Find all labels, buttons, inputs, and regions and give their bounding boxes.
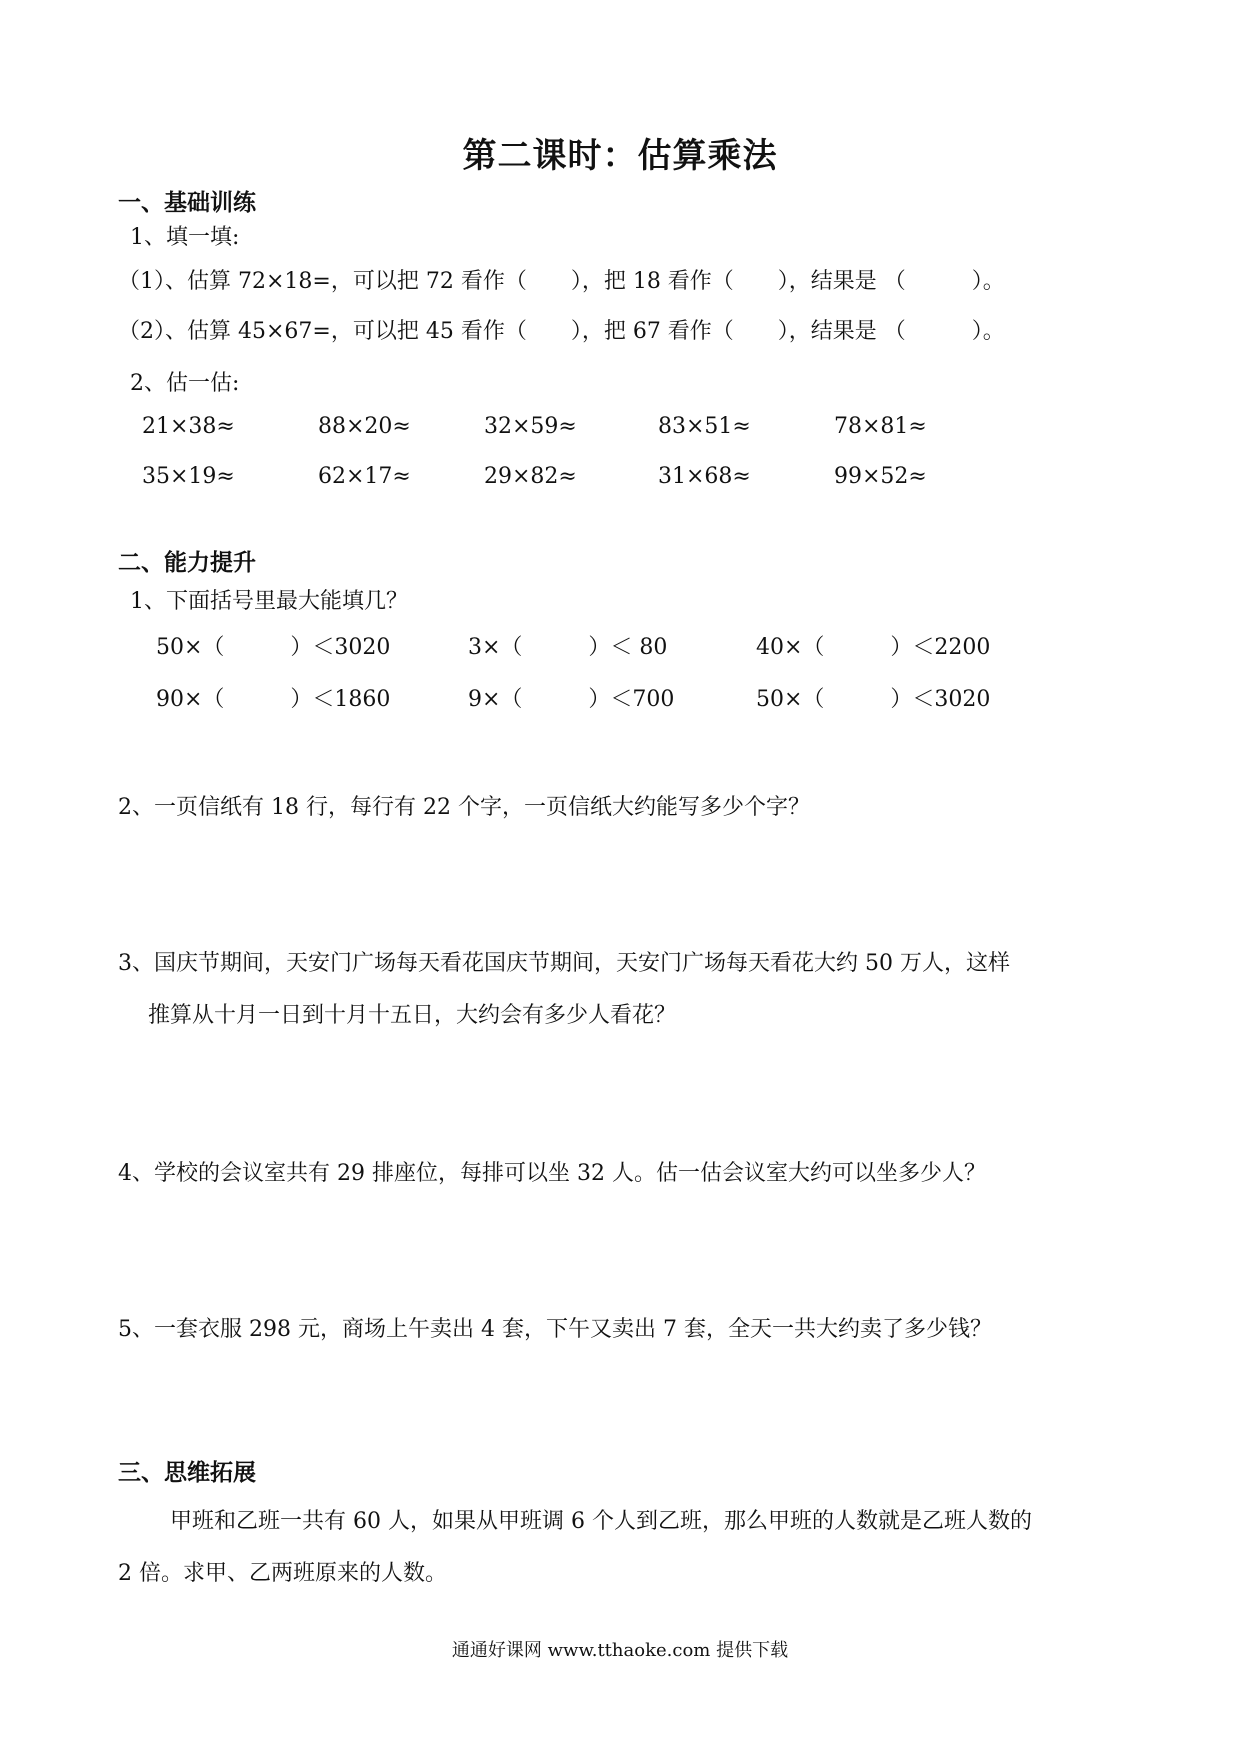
inequality-expr: 90×（ ）＜1860 — [156, 687, 391, 712]
extension-problem-line2: 2 倍。求甲、乙两班原来的人数。 — [118, 1561, 447, 1586]
fill-line-2: （2）、估算 45×67=，可以把 45 看作（ ），把 67 看作（ ），结果是 （ ）。 — [118, 319, 1005, 344]
estimate-expr: 78×81≈ — [834, 414, 927, 439]
estimate-expr: 99×52≈ — [834, 464, 927, 489]
estimate-expr: 35×19≈ — [142, 464, 235, 489]
word-problem-2: 2、一页信纸有 18 行，每行有 22 个字，一页信纸大约能写多少个字？ — [118, 795, 810, 820]
estimate-expr: 32×59≈ — [484, 414, 577, 439]
inequality-expr: 40×（ ）＜2200 — [756, 635, 991, 660]
question-label-max: 1、下面括号里最大能填几？ — [130, 589, 408, 614]
section-heading-thinking: 三、思维拓展 — [118, 1459, 256, 1486]
extension-problem-line1: 甲班和乙班一共有 60 人，如果从甲班调 6 个人到乙班，那么甲班的人数就是乙班人数的 — [170, 1509, 1032, 1534]
footer-credit: 通通好课网 www.tthaoke.com 提供下载 — [451, 1640, 789, 1661]
estimate-expr: 31×68≈ — [658, 464, 751, 489]
inequality-expr: 3×（ ）＜ 80 — [468, 635, 668, 660]
fill-line-1: （1）、估算 72×18=，可以把 72 看作（ ），把 18 看作（ ），结果是 （ ）。 — [118, 269, 1005, 294]
question-label-estimate: 2、估一估: — [130, 371, 240, 396]
section-heading-basic: 一、基础训练 — [118, 189, 256, 216]
question-label-fill: 1、填一填: — [130, 225, 240, 250]
word-problem-4: 4、学校的会议室共有 29 排座位，每排可以坐 32 人。估一估会议室大约可以坐多少人？ — [118, 1161, 986, 1186]
page-title: 第二课时：估算乘法 — [462, 136, 778, 176]
word-problem-5: 5、一套衣服 298 元，商场上午卖出 4 套，下午又卖出 7 套，全天一共大约卖了多少钱？ — [118, 1317, 992, 1342]
inequality-expr: 50×（ ）＜3020 — [756, 687, 991, 712]
estimate-expr: 83×51≈ — [658, 414, 751, 439]
estimate-expr: 62×17≈ — [318, 464, 411, 489]
section-heading-ability: 二、能力提升 — [118, 549, 256, 576]
estimate-expr: 29×82≈ — [484, 464, 577, 489]
estimate-expr: 21×38≈ — [142, 414, 235, 439]
word-problem-3-line2: 推算从十月一日到十月十五日，大约会有多少人看花？ — [148, 1003, 677, 1028]
estimate-expr: 88×20≈ — [318, 414, 411, 439]
word-problem-3-line1: 3、国庆节期间，天安门广场每天看花国庆节期间，天安门广场每天看花大约 50 万人，这样 — [118, 951, 1010, 976]
inequality-expr: 9×（ ）＜700 — [468, 687, 675, 712]
inequality-expr: 50×（ ）＜3020 — [156, 635, 391, 660]
